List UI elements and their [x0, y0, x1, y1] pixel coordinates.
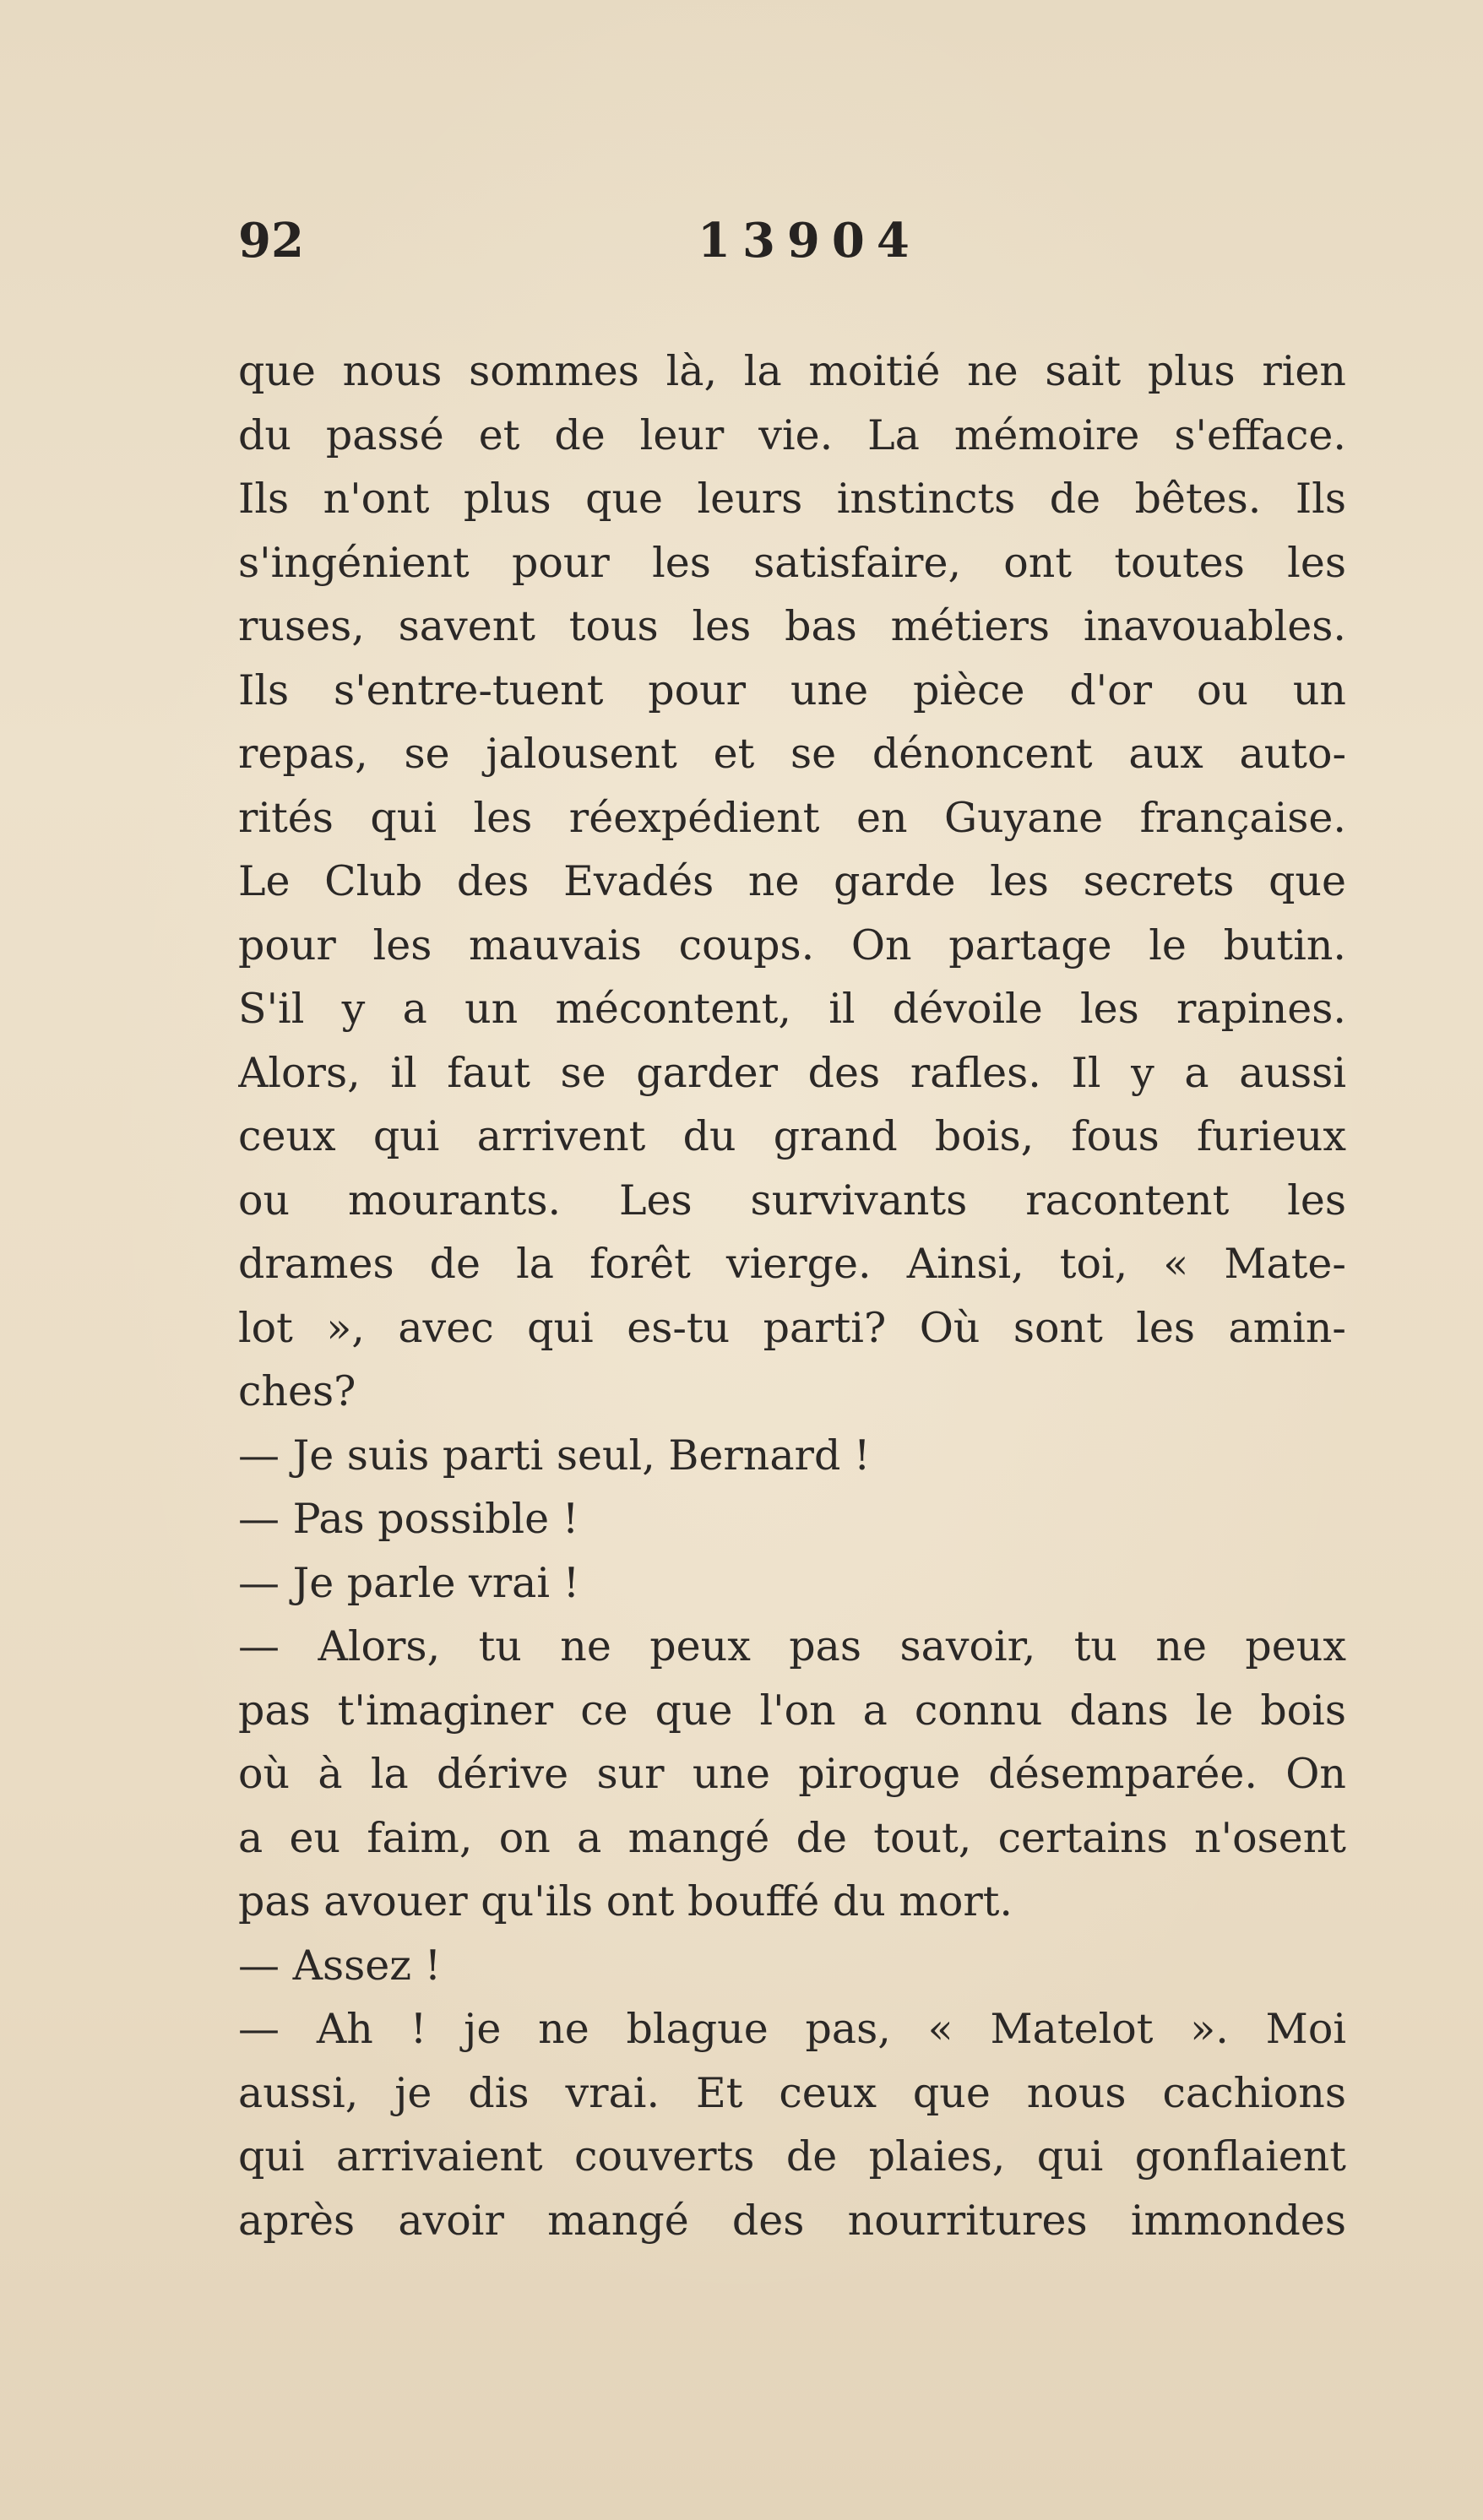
text-line: S'il y a un mécontent, il dévoile les rapines.	[238, 985, 1346, 1033]
text-line: s'ingénient pour les satisfaire, ont toutes les	[238, 538, 1346, 587]
text-line: pas avouer qu'ils ont bouffé du mort.	[238, 1877, 1013, 1925]
text-line: drames de la forêt vierge. Ainsi, toi, « Mate-	[238, 1240, 1346, 1288]
text-line: après avoir mangé des nourritures immondes	[238, 2196, 1346, 2245]
text-line: repas, se jalousent et se dénoncent aux auto-	[238, 730, 1346, 778]
text-line: pas t'imaginer ce que l'on a connu dans le bois	[238, 1686, 1346, 1735]
text-line: ceux qui arrivent du grand bois, fous furieux	[238, 1112, 1346, 1160]
text-line: Ils s'entre-tuent pour une pièce d'or ou un	[238, 665, 1346, 714]
text-line: Le Club des Evadés ne garde les secrets que	[238, 857, 1346, 905]
text-line: Alors, il faut se garder des rafles. Il y a aussi	[238, 1048, 1346, 1097]
page-header	[0, 213, 1483, 272]
running-title: 13904	[698, 213, 921, 269]
text-line: — Je suis parti seul, Bernard !	[238, 1431, 871, 1480]
text-line: — Pas possible !	[238, 1495, 579, 1543]
text-line: — Ah ! je ne blague pas, « Matelot ». Moi	[238, 2005, 1346, 2053]
text-line: ruses, savent tous les bas métiers inavouables.	[238, 602, 1346, 650]
text-line: qui arrivaient couverts de plaies, qui gonflaient	[238, 2132, 1346, 2181]
text-line: a eu faim, on a mangé de tout, certains n'osent	[238, 1813, 1346, 1862]
text-line: où à la dérive sur une pirogue désemparée. On	[238, 1750, 1346, 1798]
text-line: ches?	[238, 1367, 356, 1415]
text-line: — Assez !	[238, 1941, 442, 1990]
text-line: lot », avec qui es-tu parti? Où sont les amin-	[238, 1303, 1346, 1352]
text-line: pour les mauvais coups. On partage le butin.	[238, 921, 1346, 969]
page-number: 92	[238, 213, 304, 269]
text-line: ou mourants. Les survivants racontent les	[238, 1176, 1346, 1225]
body-text	[238, 339, 1346, 2252]
text-line: — Je parle vrai !	[238, 1558, 580, 1607]
text-line: rités qui les réexpédient en Guyane française.	[238, 793, 1346, 842]
text-line: — Alors, tu ne peux pas savoir, tu ne peux	[238, 1622, 1346, 1670]
text-line: que nous sommes là, la moitié ne sait plus rien	[238, 347, 1346, 395]
text-line: aussi, je dis vrai. Et ceux que nous cachions	[238, 2068, 1346, 2117]
text-line: du passé et de leur vie. La mémoire s'efface.	[238, 410, 1346, 459]
text-line: Ils n'ont plus que leurs instincts de bêtes. Ils	[238, 475, 1346, 523]
